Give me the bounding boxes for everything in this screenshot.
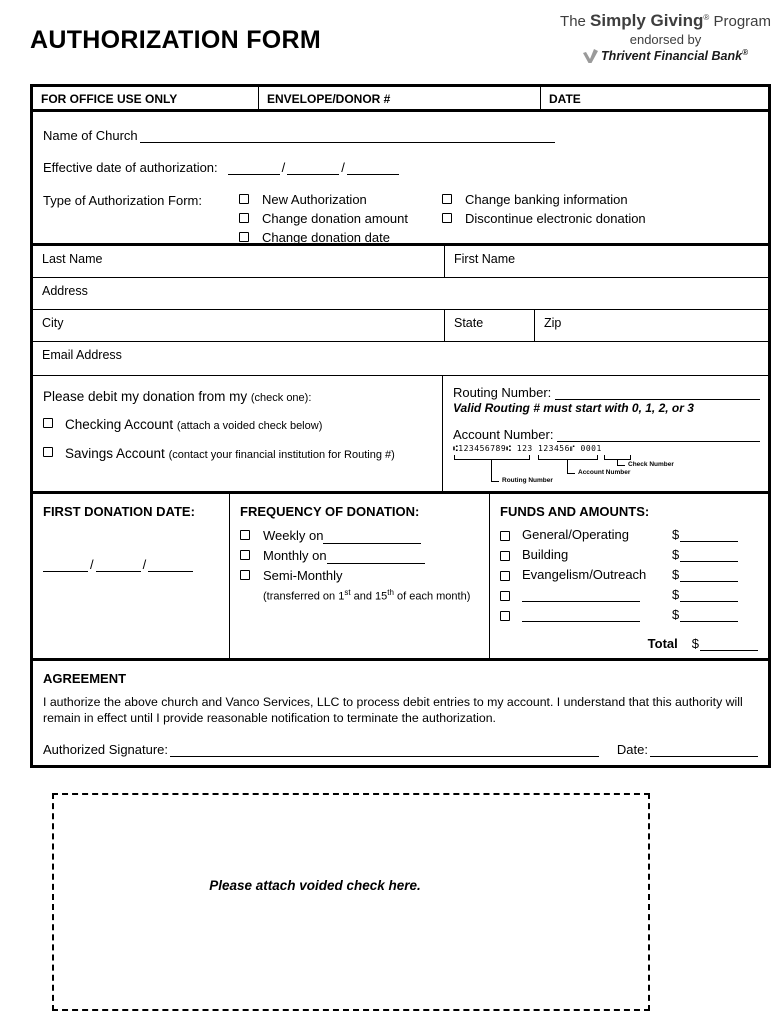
effective-date-line	[43, 160, 758, 175]
logo-program: Program	[709, 13, 771, 30]
address-field[interactable]: Address	[42, 284, 88, 298]
frequency-options	[240, 529, 481, 602]
state-field[interactable]: State	[445, 310, 535, 341]
general-amount-input-line[interactable]	[680, 529, 738, 542]
effective-year-line[interactable]	[347, 162, 399, 175]
monthly-day-input-line[interactable]	[327, 551, 425, 564]
attach-check-instruction: Please attach voided check here.	[209, 877, 421, 893]
checkbox-icon[interactable]	[240, 550, 250, 560]
option-label: Weekly on	[263, 529, 421, 544]
option-label: Change banking information	[465, 192, 628, 207]
check-one-note: (check one):	[250, 392, 312, 404]
account-number-label: Account Number:	[453, 427, 554, 442]
discontinue-electronic-donation-option[interactable]	[442, 212, 758, 227]
custom-amount-input-line[interactable]	[680, 609, 738, 622]
checkbox-icon[interactable]	[500, 551, 510, 561]
simply-giving-logo	[560, 10, 771, 65]
monthly-option[interactable]	[240, 549, 481, 564]
office-use-only-cell: FOR OFFICE USE ONLY	[33, 87, 259, 109]
checkbox-icon[interactable]	[239, 213, 249, 223]
dollar-sign: $	[672, 527, 680, 542]
office-use-header-row	[33, 87, 768, 112]
weekly-day-input-line[interactable]	[323, 531, 421, 544]
fund-row-blank-2	[500, 607, 760, 622]
date-cell[interactable]: DATE	[549, 92, 581, 106]
checkbox-icon[interactable]	[239, 232, 249, 242]
email-address-field[interactable]: Email Address	[42, 348, 122, 362]
church-name-line	[43, 128, 758, 143]
fund-row-building	[500, 547, 760, 562]
routing-connector-line	[491, 460, 499, 482]
first-name-field[interactable]: First Name	[454, 252, 516, 266]
authorization-type-column-2	[442, 193, 758, 250]
first-donation-date-panel	[33, 494, 230, 658]
dollar-sign: $	[672, 607, 680, 622]
church-info-section	[33, 112, 768, 246]
voided-check-attachment-box[interactable]	[52, 793, 650, 1011]
debit-account-section	[33, 376, 768, 494]
checking-account-option[interactable]	[43, 417, 434, 433]
total-amount-input-line[interactable]	[700, 638, 758, 651]
registered-mark: ®	[703, 13, 710, 22]
first-date-day-line[interactable]	[96, 559, 141, 572]
effective-day-line[interactable]	[287, 162, 339, 175]
dollar-sign: $	[691, 636, 699, 651]
amount-group	[672, 567, 738, 582]
checkbox-icon[interactable]	[500, 611, 510, 621]
checkbox-icon[interactable]	[43, 447, 53, 457]
funds-heading: FUNDS AND AMOUNTS:	[500, 504, 650, 519]
amount-group	[692, 636, 758, 651]
custom-amount-input-line[interactable]	[680, 589, 738, 602]
checkbox-icon[interactable]	[500, 591, 510, 601]
checkbox-icon[interactable]	[240, 570, 250, 580]
address-row	[33, 278, 768, 310]
weekly-option[interactable]	[240, 529, 481, 544]
evangelism-amount-input-line[interactable]	[680, 569, 738, 582]
account-number-input-line[interactable]	[557, 429, 760, 442]
option-label: Monthly on	[263, 549, 425, 564]
amount-group	[672, 587, 738, 602]
amount-group	[672, 547, 738, 562]
custom-fund-input-line[interactable]	[522, 609, 640, 622]
amount-group	[672, 607, 738, 622]
routing-account-panel	[443, 376, 768, 491]
custom-fund-input-line[interactable]	[522, 589, 640, 602]
semi-monthly-option[interactable]	[240, 569, 481, 584]
last-name-field[interactable]: Last Name	[33, 246, 445, 277]
routing-number-label: Routing Number:	[453, 385, 552, 400]
zip-field[interactable]: Zip	[544, 316, 562, 330]
check-connector-line	[617, 460, 625, 466]
dollar-sign: $	[672, 567, 680, 582]
agreement-heading: AGREEMENT	[43, 671, 127, 686]
authorization-type-column-1	[239, 193, 442, 250]
total-row	[500, 636, 760, 651]
account-connector-line	[567, 460, 575, 474]
fund-row-evangelism	[500, 567, 760, 582]
new-authorization-option[interactable]	[239, 193, 442, 208]
funds-amounts-panel	[490, 494, 768, 658]
routing-number-diagram-label: Routing Number	[502, 477, 553, 484]
checkbox-icon[interactable]	[500, 531, 510, 541]
savings-note: (contact your financial institution for Routing #)	[168, 448, 395, 461]
total-label: Total	[647, 636, 678, 651]
date-slash: /	[142, 557, 147, 572]
account-number-line	[453, 427, 760, 442]
city-field[interactable]: City	[33, 310, 445, 341]
signature-date-input-line[interactable]	[650, 744, 758, 757]
agreement-body-text: I authorize the above church and Vanco Services, LLC to process debit entries to my account. I understand that this authority will remain in effect until I provide reasonable notification to terminate the authorization.	[43, 695, 743, 725]
debit-intro-line: Please debit my donation from my (check one):	[43, 389, 312, 404]
option-label: Checking Account (attach a voided check below)	[65, 417, 323, 432]
checkbox-icon[interactable]	[240, 530, 250, 540]
checkbox-icon[interactable]	[442, 213, 452, 223]
logo-brand-text: Simply Giving	[590, 11, 704, 30]
signature-input-line[interactable]	[170, 744, 599, 757]
first-donation-date-line	[43, 557, 221, 572]
building-amount-input-line[interactable]	[680, 549, 738, 562]
option-label: Change donation amount	[262, 210, 409, 226]
routing-validation-note: Valid Routing # must start with 0, 1, 2, or 3	[453, 401, 694, 415]
signature-row	[43, 742, 758, 757]
funds-list	[500, 527, 760, 651]
first-date-year-line[interactable]	[148, 559, 193, 572]
routing-number-input-line[interactable]	[555, 387, 760, 400]
envelope-donor-cell[interactable]: ENVELOPE/DONOR #	[259, 87, 541, 109]
name-row	[33, 246, 768, 278]
page-title: AUTHORIZATION FORM	[30, 26, 322, 54]
change-banking-information-option[interactable]	[442, 193, 758, 208]
fund-row-general	[500, 527, 760, 542]
thrivent-bank-text: Thrivent Financial Bank®	[601, 48, 748, 64]
option-label: Change donation date	[262, 229, 390, 245]
amount-group	[672, 527, 738, 542]
logo-program-line	[560, 10, 771, 32]
option-label: Savings Account (contact your financial institution for Routing #)	[65, 445, 395, 461]
semi-monthly-note: (transferred on 1st and 15th of each month)	[263, 587, 471, 603]
logo-the: The	[560, 13, 591, 30]
email-row	[33, 342, 768, 376]
logo-endorsed-line: endorsed by	[629, 31, 702, 47]
fund-label: Evangelism/Outreach	[522, 567, 647, 582]
thrivent-logo-line	[560, 48, 771, 65]
donation-details-section	[33, 494, 768, 661]
church-name-label: Name of Church	[43, 128, 138, 143]
checkbox-icon[interactable]	[43, 418, 53, 428]
thrivent-logo-icon	[583, 49, 598, 63]
authorization-type-label: Type of Authorization Form:	[43, 193, 202, 208]
date-slash: /	[90, 557, 94, 572]
authorized-signature-label: Authorized Signature:	[43, 741, 169, 757]
first-date-month-line[interactable]	[43, 559, 88, 572]
fund-label: General/Operating	[522, 527, 629, 542]
dollar-sign: $	[672, 587, 680, 602]
date-slash: /	[341, 160, 345, 175]
checkbox-icon[interactable]	[239, 194, 249, 204]
account-type-panel	[33, 376, 443, 491]
fund-label: Building	[522, 547, 569, 562]
routing-number-line	[453, 385, 760, 400]
effective-month-line[interactable]	[228, 162, 280, 175]
frequency-heading: FREQUENCY OF DONATION:	[240, 504, 420, 519]
fund-row-blank-1	[500, 587, 760, 602]
authorization-form-table	[30, 84, 771, 768]
account-number-diagram-label: Account Number	[578, 469, 631, 476]
option-label: New Authorization	[262, 192, 367, 207]
checkbox-icon[interactable]	[442, 194, 452, 204]
option-label: Discontinue electronic donation	[465, 210, 646, 226]
church-name-input-line[interactable]	[140, 130, 555, 143]
date-slash: /	[281, 160, 286, 175]
option-label: Semi-Monthly	[263, 567, 343, 583]
agreement-section	[33, 661, 768, 765]
change-donation-amount-option[interactable]	[239, 212, 442, 227]
micr-sample-text: ⑆123456789⑆ 123 123456⑈ 0001	[453, 444, 602, 453]
checking-note: (attach a voided check below)	[176, 420, 323, 432]
dollar-sign: $	[672, 547, 680, 562]
city-state-zip-row	[33, 310, 768, 342]
signature-date-label: Date:	[616, 741, 648, 757]
change-donation-date-option[interactable]	[239, 231, 442, 246]
savings-account-option[interactable]	[43, 446, 434, 462]
authorization-type-row	[43, 193, 758, 250]
check-number-label: Check Number	[628, 461, 674, 468]
registered-mark: ®	[742, 48, 748, 57]
effective-date-label: Effective date of authorization:	[43, 160, 218, 175]
checkbox-icon[interactable]	[500, 571, 510, 581]
first-donation-date-heading: FIRST DONATION DATE:	[43, 504, 195, 519]
frequency-panel	[230, 494, 490, 658]
check-micr-diagram	[453, 444, 760, 488]
